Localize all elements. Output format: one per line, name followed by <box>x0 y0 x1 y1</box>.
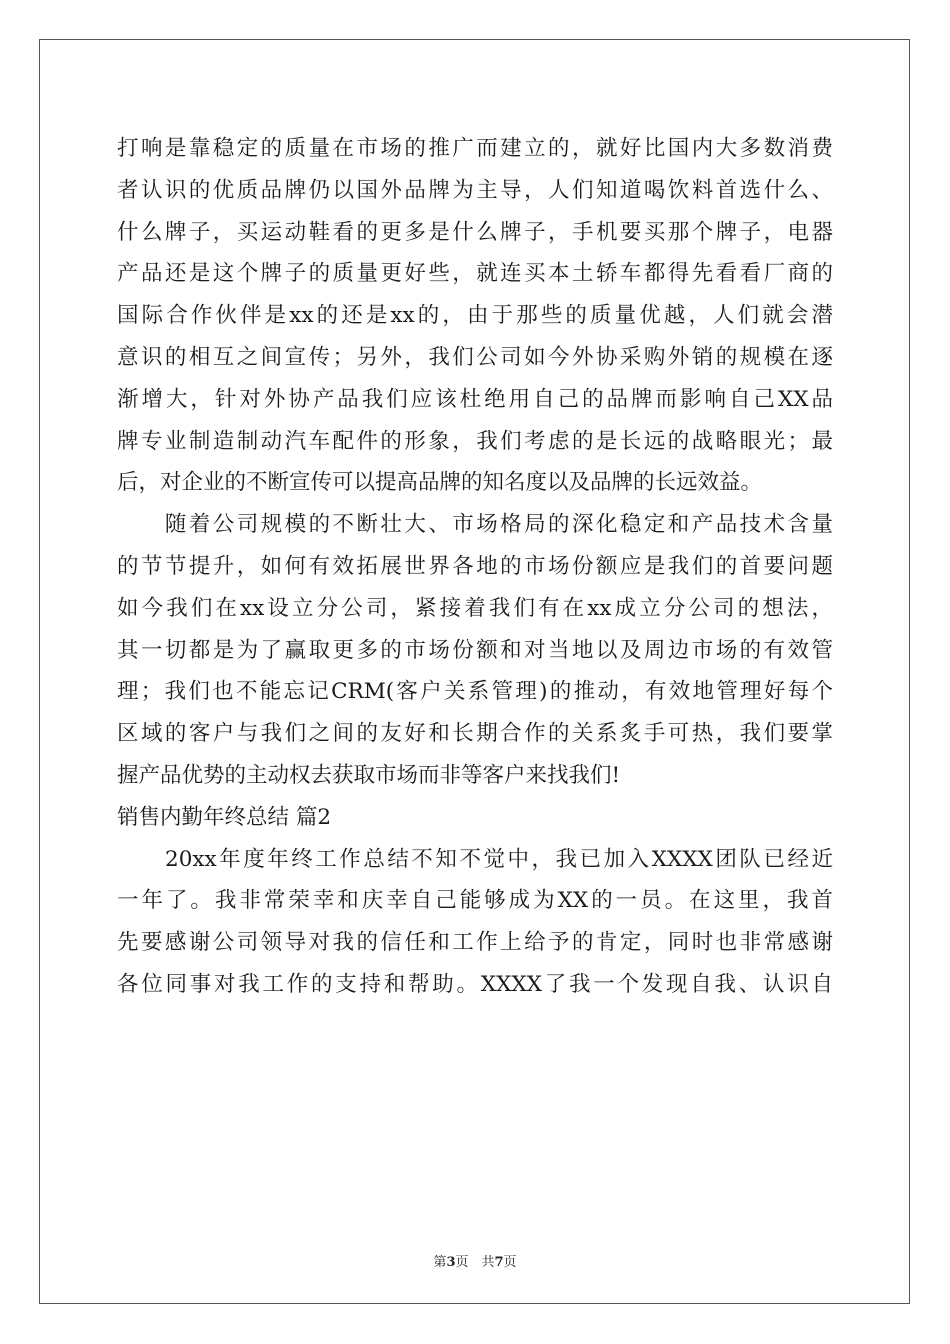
text-line: 后，对企业的不断宣传可以提高品牌的知名度以及品牌的长远效益。 <box>117 470 763 496</box>
current-page-number: 3 <box>446 1255 456 1270</box>
footer-prefix: 第 <box>433 1255 447 1270</box>
text-line: 的节节提升，如何有效拓展世界各地的市场份额应是我们的首要问题 <box>117 553 833 579</box>
text-line: 者认识的优质品牌仍以国外品牌为主导，人们知道喝饮料首选什么、 <box>117 177 833 203</box>
text-line: 20xx年度年终工作总结不知不觉中，我已加入XXXX团队已经近 <box>117 846 833 872</box>
text-line: 一年了。我非常荣幸和庆幸自己能够成为XX的一员。在这里，我首 <box>117 888 833 914</box>
text-line: 各位同事对我工作的支持和帮助。XXXX了我一个发现自我、认识自 <box>117 971 833 997</box>
footer-suffix: 页 <box>503 1255 517 1270</box>
text-line: 打响是靠稳定的质量在市场的推广而建立的，就好比国内大多数消费 <box>117 136 833 161</box>
section-heading: 销售内勤年终总结 篇2 <box>117 804 332 830</box>
text-line: 其一切都是为了赢取更多的市场份额和对当地以及周边市场的有效管 <box>117 637 833 663</box>
footer-middle: 页 共 <box>455 1255 495 1270</box>
text-line: 产品还是这个牌子的质量更好些，就连买本土轿车都得先看看厂商的 <box>117 261 833 287</box>
document-body <box>117 128 833 1006</box>
text-line: 牌专业制造制动汽车配件的形象，我们考虑的是长远的战略眼光；最 <box>117 428 833 454</box>
text-line: 先要感谢公司领导对我的信任和工作上给予的肯定，同时也非常感谢 <box>117 930 833 956</box>
total-page-number: 7 <box>494 1255 504 1270</box>
text-line: 意识的相互之间宣传；另外，我们公司如今外协采购外销的规模在逐 <box>117 344 833 370</box>
text-line: 理；我们也不能忘记CRM(客户关系管理)的推动，有效地管理好每个 <box>117 679 833 705</box>
text-line: 握产品优势的主动权去获取市场而非等客户来找我们! <box>117 762 621 788</box>
text-line: 如今我们在xx设立分公司，紧接着我们有在xx成立分公司的想法， <box>117 595 833 621</box>
page-footer <box>0 1251 950 1270</box>
text-line: 国际合作伙伴是xx的还是xx的，由于那些的质量优越，人们就会潜 <box>117 303 833 329</box>
text-line: 什么牌子，买运动鞋看的更多是什么牌子，手机要买那个牌子，电器 <box>117 219 833 245</box>
text-line: 区域的客户与我们之间的友好和长期合作的关系炙手可热，我们要掌 <box>117 721 833 747</box>
text-line: 随着公司规模的不断壮大、市场格局的深化稳定和产品技术含量 <box>117 512 833 538</box>
text-line: 渐增大，针对外协产品我们应该杜绝用自己的品牌而影响自己XX品 <box>117 386 833 412</box>
